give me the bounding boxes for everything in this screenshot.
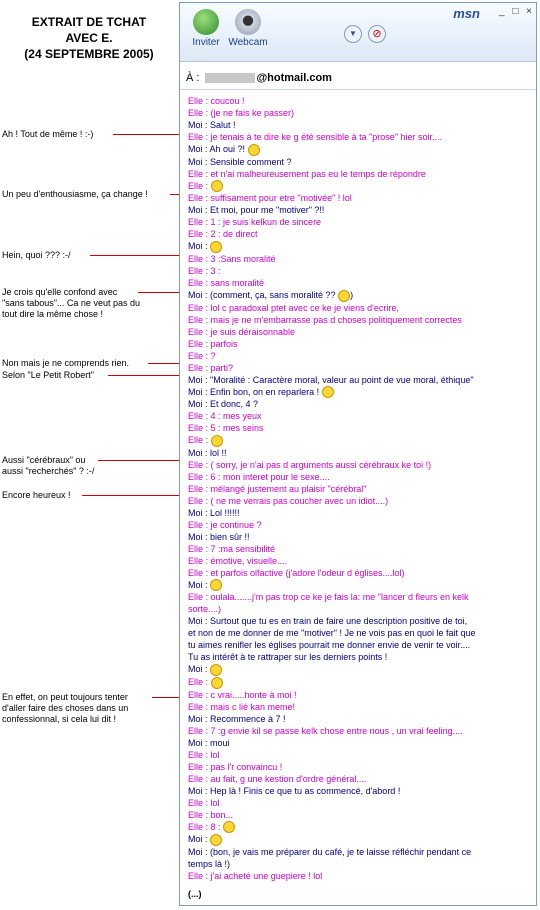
message-text: Moi : (188, 664, 208, 675)
chat-message (188, 785, 530, 797)
message-text: Tu as intérêt à te rattraper sur les derniers points ! (188, 652, 388, 663)
annotation (2, 455, 94, 477)
chat-message (188, 156, 530, 168)
message-text: Elle : au fait, g une kestion d'ordre général.... (188, 773, 367, 784)
chat-message (188, 846, 530, 858)
message-text: Moi : (188, 834, 208, 845)
message-text: Moi : Lol !!!!!! (188, 507, 240, 518)
message-text: Elle : oulala.......j'm pas trop ce ke je fais la: me "lancer d fleurs en kelk (188, 592, 469, 603)
annotation (2, 490, 71, 501)
chat-message (188, 410, 530, 422)
annotation (2, 358, 129, 369)
message-text: Elle : 7 :g envie kil se passe kelk chose entre nous , un vrai feeling.... (188, 725, 463, 736)
message-text: Elle : lol (188, 797, 220, 808)
to-label: À : (186, 72, 200, 84)
message-tail: ) (350, 289, 354, 300)
message-text: Elle : et parfois olfactive (j'adore l'odeur d églises....lol) (188, 567, 405, 578)
chat-message (188, 627, 530, 639)
close-button[interactable]: × (526, 6, 532, 17)
title-line-2: AVEC E. (65, 31, 113, 45)
annotation-text: Aussi "cérébraux" ou (2, 455, 86, 465)
smiley-icon (210, 241, 222, 253)
chat-message (188, 314, 530, 326)
annotation (2, 189, 148, 200)
chat-message (188, 689, 530, 701)
chat-message (188, 567, 530, 579)
chat-message (188, 495, 530, 507)
chat-message (188, 821, 530, 834)
smiley-icon (210, 664, 222, 676)
webcam-label: Webcam (228, 37, 268, 48)
message-text: Elle : ( sorry, je n'ai pas d arguments aussi cérébraux ke toi !) (188, 459, 432, 470)
chat-message (188, 773, 530, 785)
message-text: Moi : (comment, ça, sans moralité ?? (188, 289, 336, 300)
message-text: Elle : ( ne me verrais pas coucher avec un idiot....) (188, 495, 389, 506)
message-text: Elle : 2 : de direct (188, 229, 258, 240)
annotation-text: Un peu d'enthousiasme, ça change ! (2, 189, 148, 199)
redacted-email (205, 73, 255, 83)
annotation-text: d'aller faire des choses dans un (2, 703, 129, 713)
chat-message (188, 131, 530, 143)
chat-message (188, 107, 530, 119)
chat-message (188, 615, 530, 627)
message-text: Moi : moui (188, 737, 230, 748)
smiley-icon (210, 579, 222, 591)
message-text: Elle : sans moralité (188, 277, 265, 288)
chat-message (188, 651, 530, 663)
chat-message (188, 858, 530, 870)
chat-message (188, 483, 530, 495)
recipient-email: @hotmail.com (256, 72, 332, 84)
chat-message (188, 676, 530, 689)
chat-message (188, 422, 530, 434)
chat-message (188, 888, 530, 900)
annotation-connector (113, 134, 184, 135)
chat-message (188, 471, 530, 483)
chat-message (188, 531, 530, 543)
message-text: Elle : 7 :ma sensibilité (188, 543, 276, 554)
annotation-text: Encore heureux ! (2, 490, 71, 500)
annotation-connector (82, 495, 184, 496)
chat-message (188, 253, 530, 265)
annotation-text: Non mais je ne comprends rien. (2, 358, 130, 368)
chat-message (188, 434, 530, 447)
annotation-text: confessionnal, si cela lui dit ! (2, 714, 117, 724)
chat-message (188, 603, 530, 615)
webcam-icon (235, 9, 261, 35)
chat-message (188, 701, 530, 713)
chat-message (188, 362, 530, 374)
message-text: Moi : Enfin bon, on en reparlera ! (188, 386, 320, 397)
maximize-button[interactable]: □ (512, 6, 519, 17)
window-controls (494, 6, 532, 17)
message-text: Elle : 4 : mes yeux (188, 411, 262, 422)
chat-message (188, 95, 530, 107)
dropdown-button[interactable] (344, 25, 362, 43)
message-text: Elle : bon... (188, 809, 234, 820)
annotation-text: Ah ! Tout de même ! :-) (2, 129, 94, 139)
message-text: Elle : 6 : mon interet pour le sexe.... (188, 471, 330, 482)
invite-button[interactable] (184, 9, 228, 48)
chat-message (188, 240, 530, 253)
smiley-icon (248, 144, 260, 156)
message-text: Moi : (bon, je vais me préparer du café, je te laisse réfléchir pendant ce (188, 846, 472, 857)
message-text: Elle : 3 : (188, 265, 221, 276)
message-text: Elle : (je ne fais ke passer) (188, 108, 295, 118)
message-text: Elle : suffisament pour etre "motivée" ! lol (188, 193, 352, 204)
annotation-text: Hein, quoi ??? :-/ (2, 250, 71, 260)
title-line-1: EXTRAIT DE TCHAT (31, 15, 147, 29)
message-text: Elle : 3 :Sans moralité (188, 253, 276, 264)
smiley-icon (211, 677, 223, 689)
annotation (2, 129, 93, 140)
annotation-connector (90, 255, 184, 256)
annotation-text: Je crois qu'elle confond avec (2, 287, 118, 297)
chat-message (188, 713, 530, 725)
annotation-text: tout dire la même chose ! (2, 309, 104, 319)
chat-message (188, 459, 530, 471)
chevron-down-icon: ▼ (349, 29, 357, 38)
message-text: Elle : c vrai.....honte à moi ! (188, 689, 297, 700)
chat-message (188, 507, 530, 519)
annotation-connector (108, 375, 184, 376)
message-text: Elle : lol (188, 749, 220, 760)
chat-message (188, 555, 530, 567)
message-text: Moi : Et donc, 4 ? (188, 399, 259, 410)
message-text: Elle : (188, 180, 209, 191)
message-text: Moi : lol !! (188, 447, 227, 458)
chat-message (188, 216, 530, 228)
message-text: et non de me donner de me "motiver" ! Je ne vois pas en quoi le fait que (188, 628, 476, 639)
invite-icon (193, 9, 219, 35)
message-text: Elle : je continue ? (188, 519, 262, 530)
chat-message (188, 350, 530, 362)
chat-message (188, 386, 530, 399)
chat-message (188, 143, 530, 156)
message-text: Moi : (188, 579, 208, 590)
chat-message (188, 192, 530, 204)
annotation (2, 250, 71, 261)
annotation-connector (98, 460, 184, 461)
message-text: Elle : 5 : mes seins (188, 423, 264, 434)
message-text: Elle : parti? (188, 362, 234, 373)
chat-message (188, 180, 530, 193)
smiley-icon (211, 435, 223, 447)
message-text: Elle : parfois (188, 338, 238, 349)
chat-message (188, 204, 530, 216)
chat-message (188, 591, 530, 603)
message-text: Elle : lol c paradoxal ptet avec ce ke je viens d'ecrire, (188, 302, 399, 313)
message-text: Moi : bien sûr !! (188, 531, 250, 542)
toolbar (180, 3, 536, 62)
chat-message (188, 374, 530, 386)
title-line-3: (24 SEPTEMBRE 2005) (24, 47, 154, 61)
smiley-icon (211, 180, 223, 192)
chat-message (188, 725, 530, 737)
annotation-connector (138, 292, 184, 293)
message-text: Moi : Et moi, pour me "motiver" ?!! (188, 205, 325, 216)
annotation-text: En effet, on peut toujours tenter (2, 692, 128, 702)
chat-message (188, 326, 530, 338)
message-text: Moi : Salut ! (188, 120, 236, 130)
chat-message (188, 228, 530, 240)
annotation-text: Selon "Le Petit Robert" (2, 370, 94, 380)
message-text: Elle : je suis déraisonnable (188, 326, 296, 337)
chat-message (188, 639, 530, 651)
chat-message (188, 761, 530, 773)
webcam-button[interactable] (226, 9, 270, 48)
message-text: Elle : émotive, visuelle.... (188, 555, 288, 566)
message-text: Moi : Ah oui ?! (188, 144, 246, 154)
message-text: temps là !) (188, 858, 231, 869)
annotation (2, 370, 94, 381)
message-text: Elle : mais c lié kan meme! (188, 701, 296, 712)
chat-message (188, 447, 530, 459)
chat-message (188, 277, 530, 289)
chat-message (188, 749, 530, 761)
message-text: Elle : pas l'r convaincu ! (188, 761, 283, 772)
chat-message (188, 809, 530, 821)
chat-message (188, 833, 530, 846)
message-text: Elle : et n'ai malheureusement pas eu le temps de répondre (188, 168, 426, 179)
message-text: Moi : (188, 241, 208, 252)
msn-chat-window (179, 2, 537, 906)
annotation-text: "sans tabous"... Ca ne veut pas du (2, 298, 140, 308)
smiley-icon (322, 386, 334, 398)
chat-message (188, 737, 530, 749)
chat-message (188, 543, 530, 555)
chat-message (188, 398, 530, 410)
message-text: Elle : j'ai acheté une guepiere ! lol (188, 870, 323, 881)
annotation (2, 692, 128, 725)
message-text: Elle : coucou ! (188, 96, 245, 106)
message-text: sorte....) (188, 604, 222, 615)
smiley-icon (223, 821, 235, 833)
chat-message (188, 265, 530, 277)
chat-message (188, 663, 530, 676)
message-text: Elle : 1 : je suis kelkun de sincere (188, 217, 322, 228)
message-text: Elle : mélangé justement au plaisir "cérébral" (188, 483, 367, 494)
chat-message (188, 338, 530, 350)
msn-logo: msn (453, 6, 480, 21)
annotation (2, 287, 140, 320)
chat-message (188, 870, 530, 882)
message-text: Moi : "Moralité : Caractère moral, valeur au point de vue moral, éthique" (188, 374, 474, 385)
message-text: Moi : Surtout que tu es en train de faire une description positive de toi, (188, 616, 468, 627)
message-text: Moi : Hep là ! Finis ce que tu as commencé, d'abord ! (188, 785, 401, 796)
message-text: tu aimes renifler les églises pourrait me donner envie de venir te voir.... (188, 640, 471, 651)
chat-message (188, 797, 530, 809)
message-text: Elle : ? (188, 350, 216, 361)
message-text: Elle : 8 : (188, 821, 221, 832)
message-text: (...) (188, 888, 202, 899)
message-text: Moi : Recommence à 7 ! (188, 713, 286, 724)
chat-message (188, 579, 530, 592)
smiley-icon (210, 834, 222, 846)
message-text: Elle : je tenais à te dire ke g été sensible à ta "prose" hier soir.... (188, 132, 443, 142)
minimize-button[interactable]: _ (498, 6, 505, 17)
page-title (0, 14, 178, 62)
block-icon: ⊘ (372, 28, 382, 40)
smiley-icon (338, 290, 350, 302)
chat-message (188, 119, 530, 131)
annotation-text: aussi "recherchés" ? :-/ (2, 466, 95, 476)
chat-message (188, 289, 530, 302)
message-text: Elle : mais je ne m'embarrasse pas d choses politiquement correctes (188, 314, 462, 325)
recipient-bar (180, 67, 536, 90)
message-text: Elle : (188, 435, 209, 446)
chat-message (188, 168, 530, 180)
chat-message (188, 519, 530, 531)
invite-label: Inviter (192, 37, 220, 48)
block-button[interactable] (368, 25, 386, 43)
chat-message (188, 302, 530, 314)
chat-history (180, 95, 536, 900)
message-text: Moi : Sensible comment ? (188, 156, 292, 167)
message-text: Elle : (188, 677, 209, 687)
